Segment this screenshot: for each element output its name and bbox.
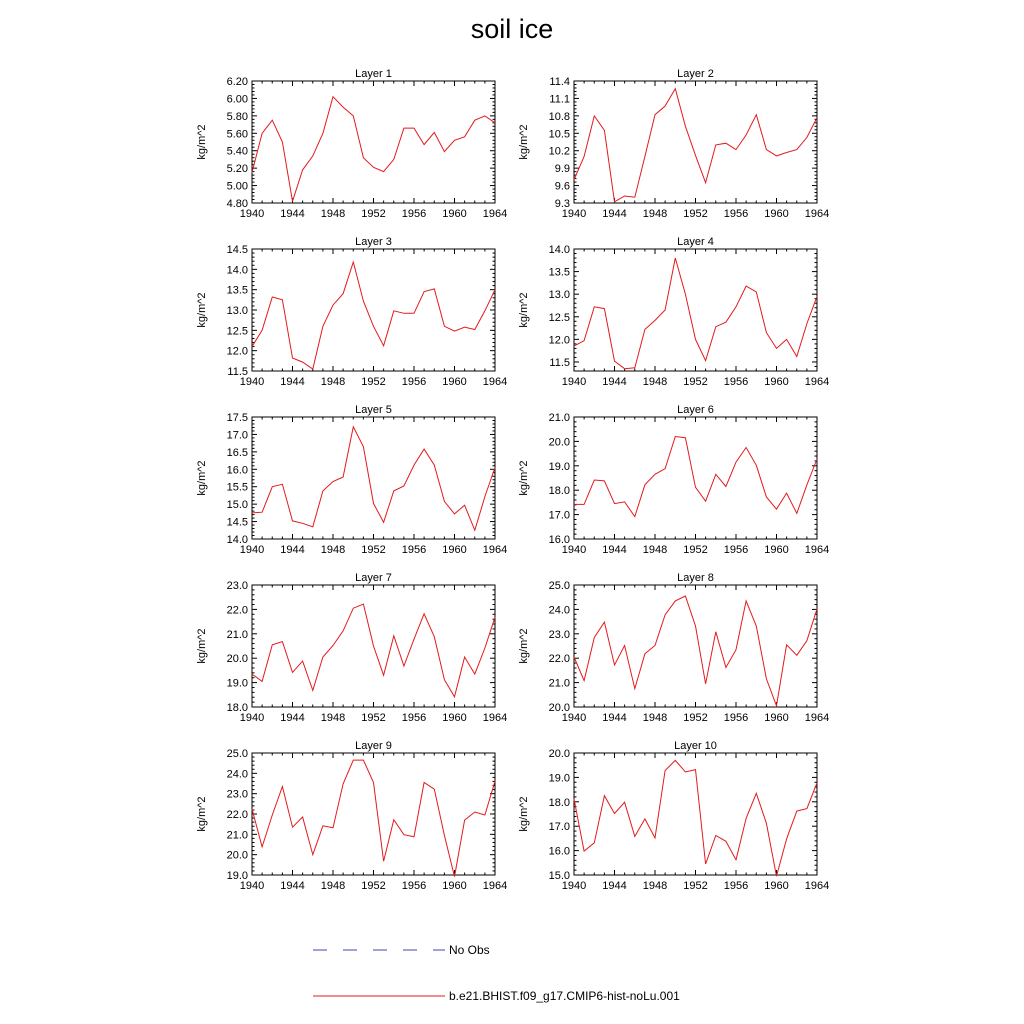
y-tick-label: 16.0 (548, 845, 570, 858)
y-tick-label: 6.20 (226, 76, 248, 88)
x-tick-label: 1960 (442, 376, 467, 388)
x-tick-label: 1944 (602, 208, 627, 220)
y-axis-label: kg/m^2 (518, 460, 530, 496)
x-tick-label: 1956 (401, 544, 427, 556)
y-tick-label: 19.0 (548, 460, 570, 473)
y-tick-label: 15.0 (226, 499, 248, 512)
y-tick-label: 13.5 (548, 266, 570, 279)
x-tick-label: 1952 (683, 544, 708, 556)
y-tick-label: 19.0 (226, 677, 248, 690)
x-tick-label: 1948 (320, 880, 346, 892)
x-tick-label: 1964 (804, 208, 830, 220)
x-tick-label: 1964 (804, 712, 830, 724)
y-tick-label: 24.0 (226, 768, 248, 781)
x-tick-label: 1964 (804, 376, 830, 388)
panel-title: Layer 1 (355, 68, 392, 80)
series-line (574, 760, 817, 876)
x-tick-label: 1964 (482, 376, 508, 388)
y-tick-label: 23.0 (548, 628, 570, 641)
x-tick-label: 1960 (764, 712, 789, 724)
y-tick-label: 14.0 (226, 534, 248, 546)
y-tick-label: 22.0 (226, 604, 248, 617)
x-tick-label: 1948 (320, 208, 346, 220)
x-tick-label: 1944 (602, 712, 627, 724)
panel-frame (574, 417, 817, 539)
x-tick-label: 1960 (764, 544, 789, 556)
x-tick-label: 1952 (683, 712, 708, 724)
y-tick-label: 5.60 (226, 128, 248, 141)
x-tick-label: 1952 (683, 880, 708, 892)
x-tick-label: 1956 (723, 376, 749, 388)
y-tick-label: 13.0 (548, 289, 570, 302)
x-tick-label: 1960 (764, 208, 789, 220)
y-axis-label: kg/m^2 (518, 796, 530, 832)
y-tick-label: 20.0 (226, 849, 248, 862)
x-tick-label: 1960 (442, 880, 467, 892)
y-tick-label: 17.0 (226, 429, 248, 442)
y-tick-label: 15.5 (226, 481, 248, 494)
x-tick-label: 1956 (723, 712, 749, 724)
panel-title: Layer 2 (677, 68, 714, 80)
x-tick-label: 1944 (602, 376, 627, 388)
y-tick-label: 21.0 (548, 677, 570, 690)
panel-title: Layer 6 (677, 404, 714, 416)
y-tick-label: 22.0 (226, 809, 248, 821)
x-tick-label: 1948 (642, 880, 668, 892)
panel-frame (252, 249, 495, 371)
y-tick-label: 10.8 (548, 110, 570, 123)
x-tick-label: 1952 (361, 208, 386, 220)
y-tick-label: 11.5 (227, 366, 248, 378)
y-axis-label: kg/m^2 (518, 628, 530, 664)
x-tick-label: 1948 (642, 712, 668, 724)
y-tick-label: 10.2 (548, 145, 570, 158)
x-tick-label: 1948 (320, 712, 346, 724)
series-line (574, 596, 817, 706)
x-tick-label: 1964 (482, 712, 508, 724)
legend (313, 943, 680, 1003)
x-tick-label: 1956 (723, 880, 749, 892)
x-tick-label: 1960 (764, 376, 789, 388)
series-line (574, 89, 817, 202)
y-tick-label: 16.0 (226, 464, 248, 477)
panel-layer-1 (196, 68, 507, 220)
y-tick-label: 18.0 (548, 485, 570, 498)
x-tick-label: 1964 (482, 208, 508, 220)
y-tick-label: 14.0 (548, 244, 570, 256)
y-axis-label: kg/m^2 (196, 796, 208, 832)
x-tick-label: 1940 (239, 712, 265, 724)
y-tick-label: 14.5 (226, 516, 248, 529)
y-tick-label: 9.3 (554, 198, 570, 210)
y-tick-label: 12.5 (226, 325, 248, 338)
y-tick-label: 22.0 (548, 653, 570, 666)
x-tick-label: 1948 (642, 376, 668, 388)
y-tick-label: 21.0 (226, 628, 248, 641)
x-tick-label: 1952 (683, 208, 708, 220)
y-axis-label: kg/m^2 (196, 628, 208, 664)
x-tick-label: 1944 (280, 712, 305, 724)
panel-title: Layer 5 (355, 404, 392, 416)
y-tick-label: 21.0 (226, 829, 248, 842)
y-tick-label: 18.0 (548, 796, 570, 809)
x-tick-label: 1940 (239, 376, 265, 388)
x-tick-label: 1952 (361, 544, 386, 556)
panel-layer-5 (196, 404, 507, 556)
panel-layer-8 (518, 572, 829, 724)
y-tick-label: 9.9 (554, 163, 570, 176)
x-tick-label: 1956 (401, 376, 427, 388)
x-tick-label: 1940 (239, 208, 265, 220)
panel-layer-3 (196, 236, 507, 388)
panel-layer-10 (518, 740, 829, 892)
x-tick-label: 1948 (320, 544, 346, 556)
x-tick-label: 1940 (561, 208, 587, 220)
panel-title: Layer 9 (355, 740, 392, 752)
y-tick-label: 11.4 (549, 76, 570, 88)
legend-label-no-obs: No Obs (449, 943, 490, 957)
x-tick-label: 1948 (320, 376, 346, 388)
y-tick-label: 24.0 (548, 604, 570, 617)
y-tick-label: 17.0 (548, 509, 570, 522)
y-tick-label: 5.00 (226, 180, 248, 193)
panel-layer-6 (518, 404, 829, 556)
series-line (574, 437, 817, 517)
y-tick-label: 9.6 (554, 180, 570, 193)
x-tick-label: 1952 (361, 880, 386, 892)
series-line (252, 97, 495, 202)
x-tick-label: 1940 (561, 880, 587, 892)
y-tick-label: 16.0 (548, 534, 570, 546)
x-tick-label: 1956 (401, 208, 427, 220)
x-tick-label: 1952 (361, 712, 386, 724)
y-tick-label: 6.00 (226, 93, 248, 106)
y-tick-label: 10.5 (548, 128, 570, 141)
x-tick-label: 1964 (804, 544, 830, 556)
x-tick-label: 1964 (804, 880, 830, 892)
panel-layer-4 (518, 236, 829, 388)
y-tick-label: 14.0 (226, 264, 248, 277)
x-tick-label: 1940 (239, 544, 265, 556)
y-tick-label: 4.80 (226, 198, 248, 210)
panel-frame (574, 81, 817, 203)
y-tick-label: 17.0 (548, 821, 570, 834)
x-tick-label: 1960 (764, 880, 789, 892)
y-axis-label: kg/m^2 (196, 460, 208, 496)
page-title: soil ice (470, 14, 554, 44)
x-tick-label: 1940 (561, 712, 587, 724)
series-line (252, 604, 495, 697)
y-tick-label: 19.0 (226, 870, 248, 882)
y-tick-label: 11.1 (549, 93, 570, 106)
x-tick-label: 1940 (561, 376, 587, 388)
x-tick-label: 1964 (482, 544, 508, 556)
y-axis-label: kg/m^2 (196, 124, 208, 160)
x-tick-label: 1948 (642, 208, 668, 220)
y-tick-label: 20.0 (548, 436, 570, 449)
y-tick-label: 11.5 (549, 356, 570, 369)
series-line (574, 258, 817, 369)
y-tick-label: 25.0 (226, 748, 248, 760)
panel-title: Layer 8 (677, 572, 714, 584)
x-tick-label: 1944 (280, 880, 305, 892)
y-tick-label: 19.0 (548, 772, 570, 785)
series-line (252, 262, 495, 369)
panel-title: Layer 3 (355, 236, 392, 248)
x-tick-label: 1956 (401, 880, 427, 892)
y-tick-label: 13.0 (226, 305, 248, 317)
legend-label-model: b.e21.BHIST.f09_g17.CMIP6-hist-noLu.001 (449, 989, 680, 1003)
y-tick-label: 12.5 (548, 311, 570, 324)
panel-title: Layer 4 (677, 236, 714, 248)
y-tick-label: 25.0 (548, 580, 570, 592)
panel-frame (252, 417, 495, 539)
panel-title: Layer 7 (355, 572, 392, 584)
panel-title: Layer 10 (674, 740, 717, 752)
panel-frame (574, 249, 817, 371)
y-tick-label: 20.0 (548, 748, 570, 760)
y-tick-label: 5.20 (226, 163, 248, 176)
x-tick-label: 1956 (723, 544, 749, 556)
x-tick-label: 1944 (280, 376, 305, 388)
x-tick-label: 1964 (482, 880, 508, 892)
y-tick-label: 5.80 (226, 110, 248, 123)
x-tick-label: 1952 (683, 376, 708, 388)
y-tick-label: 12.0 (548, 334, 570, 347)
y-tick-label: 5.40 (226, 145, 248, 158)
panel-layer-7 (196, 572, 507, 724)
panel-layer-2 (518, 68, 829, 220)
x-tick-label: 1944 (280, 544, 305, 556)
x-tick-label: 1940 (239, 880, 265, 892)
y-tick-label: 20.0 (226, 653, 248, 666)
y-tick-label: 14.5 (226, 244, 248, 256)
y-axis-label: kg/m^2 (518, 124, 530, 160)
series-line (252, 760, 495, 877)
y-tick-label: 21.0 (548, 412, 570, 424)
y-tick-label: 23.0 (226, 788, 248, 801)
x-tick-label: 1960 (442, 544, 467, 556)
y-tick-label: 17.5 (226, 412, 248, 424)
panels-group (196, 68, 829, 892)
y-axis-label: kg/m^2 (196, 292, 208, 328)
x-tick-label: 1944 (602, 880, 627, 892)
x-tick-label: 1960 (442, 208, 467, 220)
y-tick-label: 18.0 (226, 702, 248, 714)
y-tick-label: 23.0 (226, 580, 248, 592)
x-tick-label: 1944 (280, 208, 305, 220)
x-tick-label: 1948 (642, 544, 668, 556)
x-tick-label: 1960 (442, 712, 467, 724)
y-axis-label: kg/m^2 (518, 292, 530, 328)
x-tick-label: 1940 (561, 544, 587, 556)
x-tick-label: 1956 (723, 208, 749, 220)
x-tick-label: 1944 (602, 544, 627, 556)
y-tick-label: 12.0 (226, 345, 248, 358)
panel-frame (252, 81, 495, 203)
series-line (252, 427, 495, 531)
y-tick-label: 13.5 (226, 284, 248, 297)
y-tick-label: 16.5 (226, 446, 248, 459)
x-tick-label: 1952 (361, 376, 386, 388)
panel-layer-9 (196, 740, 507, 892)
y-tick-label: 20.0 (548, 702, 570, 714)
x-tick-label: 1956 (401, 712, 427, 724)
y-tick-label: 15.0 (548, 870, 570, 882)
